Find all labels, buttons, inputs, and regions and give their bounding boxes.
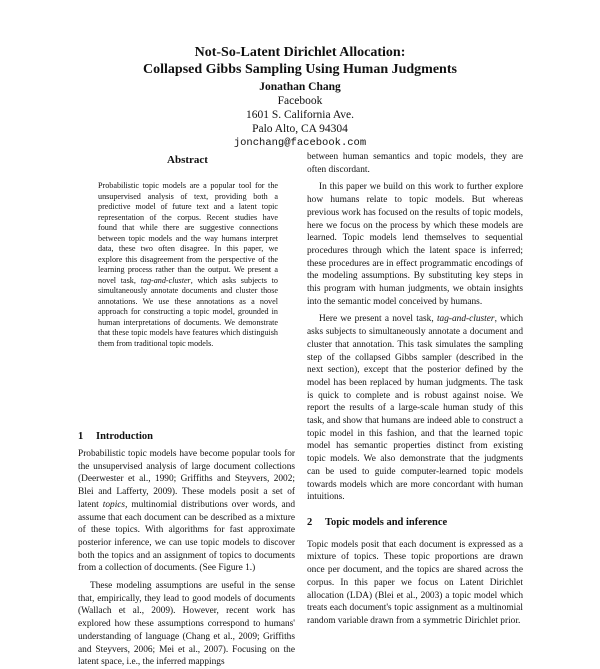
- author-name: Jonathan Chang: [259, 81, 341, 93]
- intro-number: 1: [78, 431, 84, 442]
- section-2-number: 2: [307, 516, 313, 528]
- abstract-text-b: , which asks subjects to simultaneously annotate documents and cluster those annotations. We use these annotations as a novel approach for constructing a topic model, grounded in human interpretations of documents. We demonstrate that these topic models have features which distinguish them from traditional topic models.: [98, 275, 278, 348]
- intro-paragraph-4: [307, 313, 523, 504]
- intro-p4-emphasis: tag-and-cluster: [436, 314, 495, 325]
- intro-paragraph-2: These modeling assumptions are useful in the sense that, empirically, they lead to good models of documents (Wallach et al., 2009). However, recent work has explored how these assumptions correspond to humans' understanding of language (Chang et al., 2009; Griffiths and Steyvers, 2006; Mei et al., 2007). Focusing on the latent space, i.e., the inferred mappings: [78, 581, 295, 668]
- section-2-heading: [307, 517, 523, 530]
- intro-p4-a: Here we present a novel task,: [319, 314, 437, 325]
- paper-title: [0, 44, 600, 78]
- intro-p1-emphasis: topics: [102, 499, 126, 510]
- intro-p4-b: , which asks subjects to simultaneously annotate a document and cluster that annotation. This task simulates the sampling step of the collapsed Gibbs sampler (described in the next section), except that the posterior defined by the model has been replaced by human judgments. The task is quick to complete and is robust against noise. We report the results of a large-scale human study of this task, and show that humans are indeed able to construct a topic model in this fashion, and that the learned topic model has semantic properties distinct from existing topic models. We also demonstrate that the judgments can be used to guide computer-learned topic models towards models which are more concordant with human intuitions.: [307, 314, 524, 503]
- author-address-line-1: 1601 S. California Ave.: [245, 109, 355, 121]
- intro-paragraph-1: [78, 448, 295, 575]
- right-column: [307, 151, 523, 628]
- abstract-body: [98, 181, 278, 349]
- intro-heading-text: Introduction: [96, 431, 153, 442]
- abstract-heading: Abstract: [167, 154, 208, 166]
- left-column: [78, 448, 295, 669]
- title-line-2: Collapsed Gibbs Sampling Using Human Judgments: [143, 62, 457, 77]
- abstract-text-a: Probabilistic topic models are a popular tool for the unsupervised analysis of text, providing both a predictive model of future text and a latent topic representation of the corpus. Recent studies have found that while there are suggestive connections between topic models and the way humans interpret data, these two often disagree. In this paper, we explore this disagreement from the perspective of the learning process rather than the output. We present a novel task,: [98, 181, 278, 285]
- section-2-heading-text: Topic models and inference: [325, 516, 448, 528]
- author-affiliation: Facebook: [277, 95, 323, 107]
- abstract-text-emphasis: tag-and-cluster: [140, 275, 191, 285]
- intro-p1-a: Probabilistic topic models have become popular tools for the unsupervised analysis of large document collections (Deerwester et al., 1990; Griffiths and Steyvers, 2002; Blei and Lafferty, 2009). These models posit a set of latent: [78, 449, 295, 510]
- intro-heading: [78, 431, 153, 442]
- intro-paragraph-3: In this paper we build on this work to further explore how humans relate to topic models. But whereas previous work has focused on the results of topic models, here we focus on the process by which these models are learned. Topic models lend themselves to sequential procedures through which the latent space is inferred; these procedures are in effect programmatic encodings of the modeling assumptions. By substituting key steps in this program with human judgments, we obtain insights into the semantic model conceived by humans.: [307, 182, 523, 307]
- author-address-line-2: Palo Alto, CA 94304: [252, 123, 348, 135]
- author-email: jonchang@facebook.com: [233, 137, 367, 149]
- author-block: [0, 80, 600, 150]
- intro-paragraph-2-continued: between human semantics and topic models, they are often discordant.: [307, 152, 523, 175]
- section-2-paragraph-1: Topic models posit that each document is expressed as a mixture of topics. These topic proportions are drawn once per document, and the topics are shared across the corpus. In this paper we focus on Latent Dirichlet allocation (LDA) (Blei et al., 2003) a topic model which treats each document's topic assignment as a multinomial random variable drawn from a symmetric Dirichlet prior.: [307, 539, 523, 626]
- intro-p1-b: , multinomial distributions over words, and assume that each document can be described as a mixture of these topics. With algorithms for fast approximate posterior inference, we can use topic models to discover both the topics and an assignment of topics to documents from a collection of documents. (See Figure 1.): [78, 499, 296, 574]
- title-line-1: Not-So-Latent Dirichlet Allocation:: [194, 45, 406, 60]
